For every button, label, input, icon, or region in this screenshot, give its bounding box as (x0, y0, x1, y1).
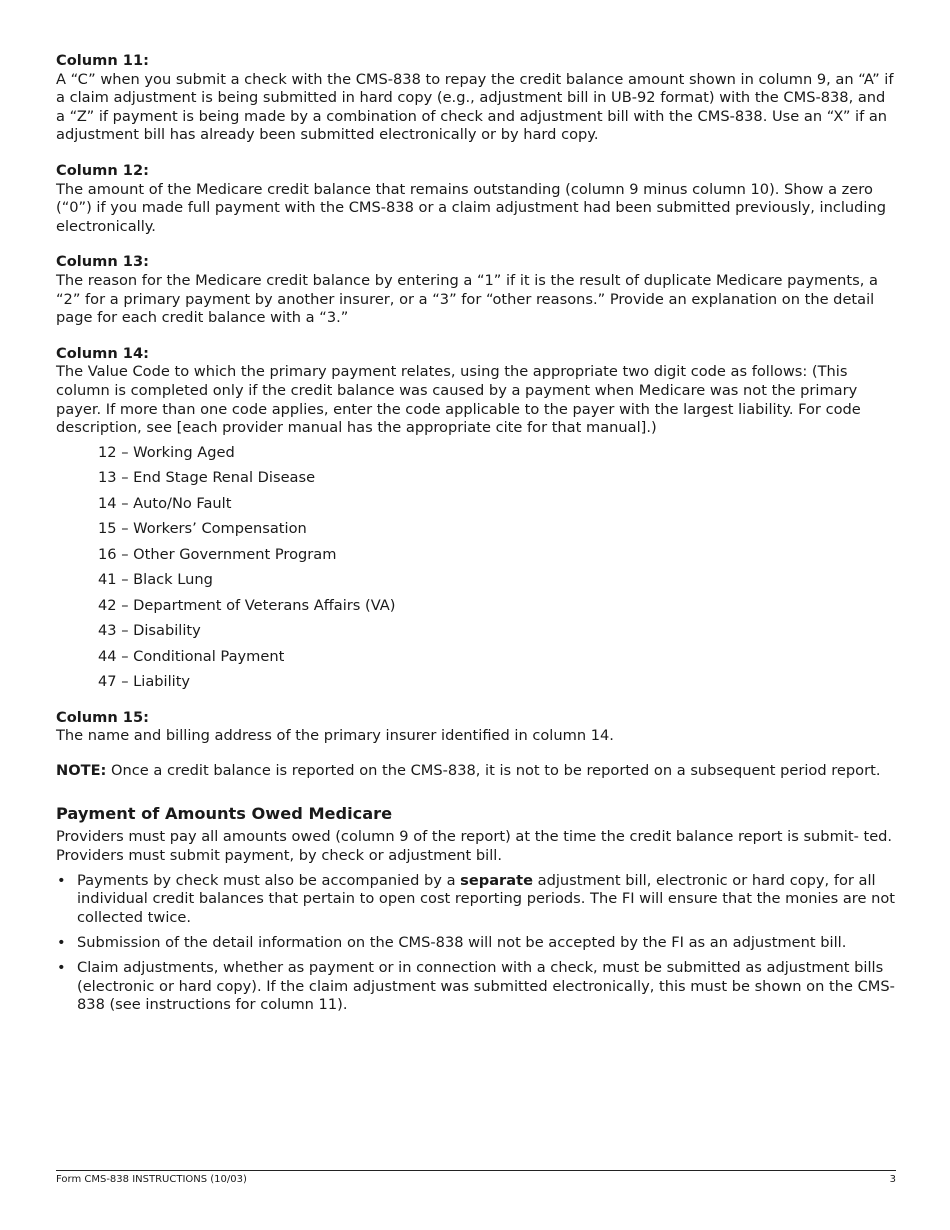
bullet-text: Submission of the detail information on the CMS-838 will not be accepted by the FI as an adjustment bill. (77, 933, 847, 951)
column-description: A “C” when you submit a check with the CMS-838 to repay the credit balance amount shown in column 9, an “A” if a claim adjustment is being submitted in hard copy (e.g., adjustment bill in UB-92 format) with the CMS-838, and a “Z” if payment is being made by a combination of check and adjustment bill with the CMS-838. Use an “X” if an adjustment bill has already been submitted electronically or by hard copy. (56, 70, 894, 144)
value-code-item: 12 – Working Aged (98, 443, 235, 461)
page-footer (56, 1174, 896, 1186)
document-body (56, 52, 896, 1021)
payment-intro: Providers must pay all amounts owed (column 9 of the report) at the time the credit balance report is submit- ted. Providers must submit payment, by check or adjustment bill. (56, 828, 893, 865)
column-description: The reason for the Medicare credit balance by entering a “1” if it is the result of duplicate Medicare payments, a “2” for a primary payment by another insurer, or a “3” for “other reasons.” Provide an explanation on the detail page for each credit balance with a “3.” (56, 271, 878, 327)
bullet-symbol: • (57, 933, 66, 951)
column-12-section (56, 162, 896, 236)
footer-form-label: Form CMS-838 INSTRUCTIONS (10/03) (56, 1174, 247, 1185)
value-code-item: 16 – Other Government Program (98, 545, 337, 563)
value-code-list (98, 444, 896, 692)
bullet-item (56, 872, 896, 928)
bullet-text: adjustment bill, electronic or hard copy, for all individual credit balances that pertain to open cost reporting periods. The FI will ensure that the monies are not collected twice. (77, 871, 895, 926)
note-text: Once a credit balance is reported on the CMS-838, it is not to be reported on a subsequent period report. (106, 761, 881, 779)
column-14-section (56, 345, 896, 692)
column-heading: Column 12: (56, 161, 149, 179)
bullet-symbol: • (57, 958, 66, 976)
bullet-text: Payments by check must also be accompanied by a (77, 871, 461, 889)
page-number: 3 (889, 1174, 896, 1185)
payment-section-heading: Payment of Amounts Owed Medicare (56, 804, 393, 824)
note-label: NOTE: (56, 761, 107, 779)
bullet-item (56, 959, 896, 1015)
value-code-item: 15 – Workers’ Compensation (98, 520, 307, 538)
bullet-item (56, 934, 896, 953)
payment-bullet-list (56, 872, 896, 1015)
column-description: The amount of the Medicare credit balance that remains outstanding (column 9 minus column 10). Show a zero (“0”) if you made full payment with the CMS-838 or a claim adjustment had been submitted previously, including electronically. (56, 180, 886, 235)
column-description: The Value Code to which the primary payment relates, using the appropriate two digit code as follows: (This column is completed only if the credit balance was caused by a payment when Medicare was not the primary payer. If more than one code applies, enter the code applicable to the payer with the largest liability. For code description, see [each provider manual has the appropriate cite for that manual].) (56, 363, 861, 437)
value-code-item: 41 – Black Lung (98, 571, 213, 589)
value-code-item: 13 – End Stage Renal Disease (98, 469, 316, 487)
column-13-section (56, 253, 896, 327)
footer-divider (56, 1170, 896, 1171)
value-code-item: 47 – Liability (98, 673, 191, 691)
column-heading: Column 14: (56, 344, 149, 362)
value-code-item: 42 – Department of Veterans Affairs (VA) (98, 596, 396, 614)
column-11-section (56, 52, 896, 145)
bullet-emphasis: separate (460, 871, 533, 889)
value-code-item: 14 – Auto/No Fault (98, 494, 232, 512)
bullet-symbol: • (57, 871, 66, 889)
column-heading: Column 11: (56, 52, 149, 69)
column-15-section (56, 709, 896, 746)
column-heading: Column 15: (56, 708, 149, 726)
bullet-text: Claim adjustments, whether as payment or in connection with a check, must be submitted as adjustment bills (electronic or hard copy). If the claim adjustment was submitted electronically, this must be shown on the CMS-838 (see instructions for column 11). (77, 958, 895, 1014)
column-description: The name and billing address of the primary insurer identified in column 14. (56, 727, 614, 745)
value-code-item: 43 – Disability (98, 622, 201, 640)
value-code-item: 44 – Conditional Payment (98, 647, 285, 665)
note-paragraph (56, 762, 896, 781)
column-heading: Column 13: (56, 253, 149, 271)
